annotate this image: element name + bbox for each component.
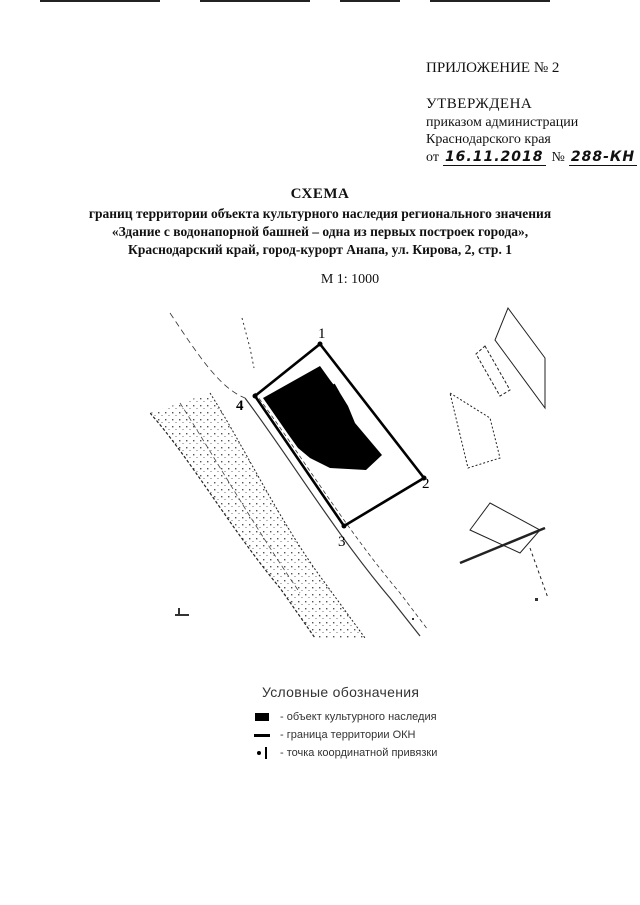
appendix-label: ПРИЛОЖЕНИЕ № 2	[426, 60, 560, 76]
scan-edge-line	[340, 0, 400, 2]
scan-edge-line	[200, 0, 310, 2]
approved-by-line1: приказом администрации	[426, 115, 579, 130]
number-value: 288-КН	[570, 149, 636, 165]
thick-line-icon	[252, 734, 272, 737]
legend-text: - граница территории ОКН	[280, 729, 416, 741]
point-marker-icon	[252, 747, 272, 759]
approved-by-line2: Краснодарского края	[426, 132, 551, 147]
legend-text: - объект культурного наследия	[280, 711, 437, 723]
order-row	[426, 149, 637, 166]
point-label-1: 1	[318, 326, 326, 342]
legend-title: Условные обозначения	[262, 684, 420, 700]
point-marker	[318, 342, 323, 347]
title-line3: Краснодарский край, город-курорт Анапа, ул. Кирова, 2, стр. 1	[128, 242, 512, 257]
cadastral-map	[150, 298, 550, 638]
title-line2: «Здание с водонапорной башней – одна из первых построек города»,	[111, 224, 529, 239]
date-value: 16.11.2018	[444, 149, 544, 165]
scan-edge-line	[40, 0, 160, 2]
number-prefix: №	[551, 150, 565, 165]
point-label-3: 3	[338, 534, 346, 550]
scan-edge-line	[430, 0, 550, 2]
title-line1: границ территории объекта культурного наследия регионального значения	[88, 206, 552, 221]
map-scale: М 1: 1000	[320, 272, 380, 287]
filled-rectangle-icon	[252, 713, 272, 721]
legend-item-point	[252, 747, 437, 759]
map-marks	[175, 598, 538, 620]
scheme-heading: СХЕМА	[290, 186, 350, 202]
point-label-2: 2	[422, 476, 430, 492]
legend-item-boundary	[252, 729, 415, 741]
approved-label: УТВЕРЖДЕНА	[426, 96, 533, 112]
legend-item-heritage	[252, 711, 437, 723]
neighbor-buildings	[450, 308, 548, 598]
heritage-building	[263, 366, 382, 470]
point-label-4: 4	[236, 398, 244, 414]
point-marker	[253, 394, 258, 399]
legend-text: - точка координатной привязки	[280, 747, 438, 759]
point-marker	[342, 524, 347, 529]
date-prefix: от	[426, 150, 439, 165]
